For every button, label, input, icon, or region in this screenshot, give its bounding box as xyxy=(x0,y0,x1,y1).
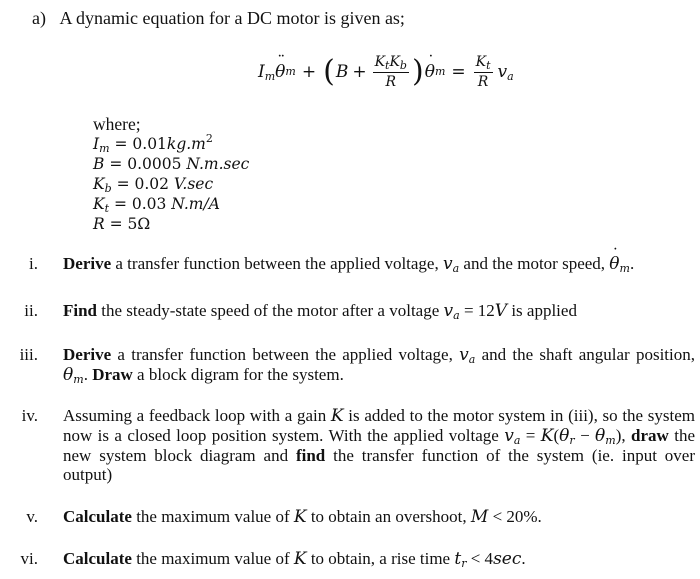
parameter-row: $K_b = 0.02$ V.sec xyxy=(93,175,214,195)
eq-left-paren: ( xyxy=(323,54,335,89)
where-label: where; xyxy=(93,114,141,134)
section-intro-text: A dynamic equation for a DC motor is given as; xyxy=(59,8,405,28)
eq-theta-dot: ˙ θ xyxy=(425,62,435,82)
eq-equals: = xyxy=(451,61,466,82)
question-text: Derive a transfer function between the applied voltage, $v_a$ and the motor speed, ˙ $\theta_m$. xyxy=(63,254,695,274)
question-text: Assuming a feedback loop with a gain K is added to the motor system in (iii), so the system now is a closed loop position system. With the applied voltage $v_a = K(\theta_r - \theta_m)$, draw the new system block diagram and find the transfer function of the system (ie. input over output) xyxy=(63,406,696,484)
parameter-row: R = 5Ω xyxy=(93,215,151,233)
eq-plus-2: + xyxy=(352,61,367,82)
eq-inertia-symbol: $I_m$ xyxy=(258,61,276,83)
section-heading xyxy=(32,8,405,30)
eq-plus: + xyxy=(301,61,317,82)
eq-damping-symbol: B xyxy=(335,61,349,82)
eq-fraction-kt-over-r: $\frac{K_t}{R}$ xyxy=(475,53,491,90)
question-text: Calculate the maximum value of K to obtain an overshoot, M < 20%. xyxy=(63,507,542,527)
parameter-row: $K_t = 0.03$ N.m/A xyxy=(93,195,220,215)
eq-right-paren: ) xyxy=(411,54,424,89)
eq-theta-ddot: ¨ θ xyxy=(275,62,285,82)
section-label: a) xyxy=(32,8,46,28)
parameter-row: $I_m = 0.01kg.m^2$ xyxy=(93,132,213,155)
eq-fraction-ktkb-over-r: $\frac{K_tK_b}{R}$ xyxy=(374,53,407,90)
question-number: iv. xyxy=(21,406,38,425)
parameter-row: B = 0.0005 N.m.sec xyxy=(93,155,250,173)
question-text: Find the steady-state speed of the motor after a voltage $v_a = 12V$ is applied xyxy=(63,301,577,322)
question-number: vi. xyxy=(20,549,38,568)
question-text: Derive a transfer function between the applied voltage, $v_a$ and the shaft angular position, $\theta_m$. Draw a block digram for the system. xyxy=(63,345,696,386)
parameter-list xyxy=(93,132,250,235)
motor-dynamic-equation: $I_m$ ¨ θ m + ( B + $\frac{K_tK_b}{R}$ ) ˙ θ m = $\frac{K_t}{R}$ $v_a$ xyxy=(258,46,514,98)
question-number: v. xyxy=(26,507,38,526)
question-text: Calculate the maximum value of K to obtain, a rise time $t_r < 4\sec$. xyxy=(63,549,526,570)
question-number: ii. xyxy=(24,301,38,320)
eq-voltage-symbol: $v_a$ xyxy=(497,61,514,83)
question-number: iii. xyxy=(19,345,38,364)
question-number: i. xyxy=(29,254,38,273)
